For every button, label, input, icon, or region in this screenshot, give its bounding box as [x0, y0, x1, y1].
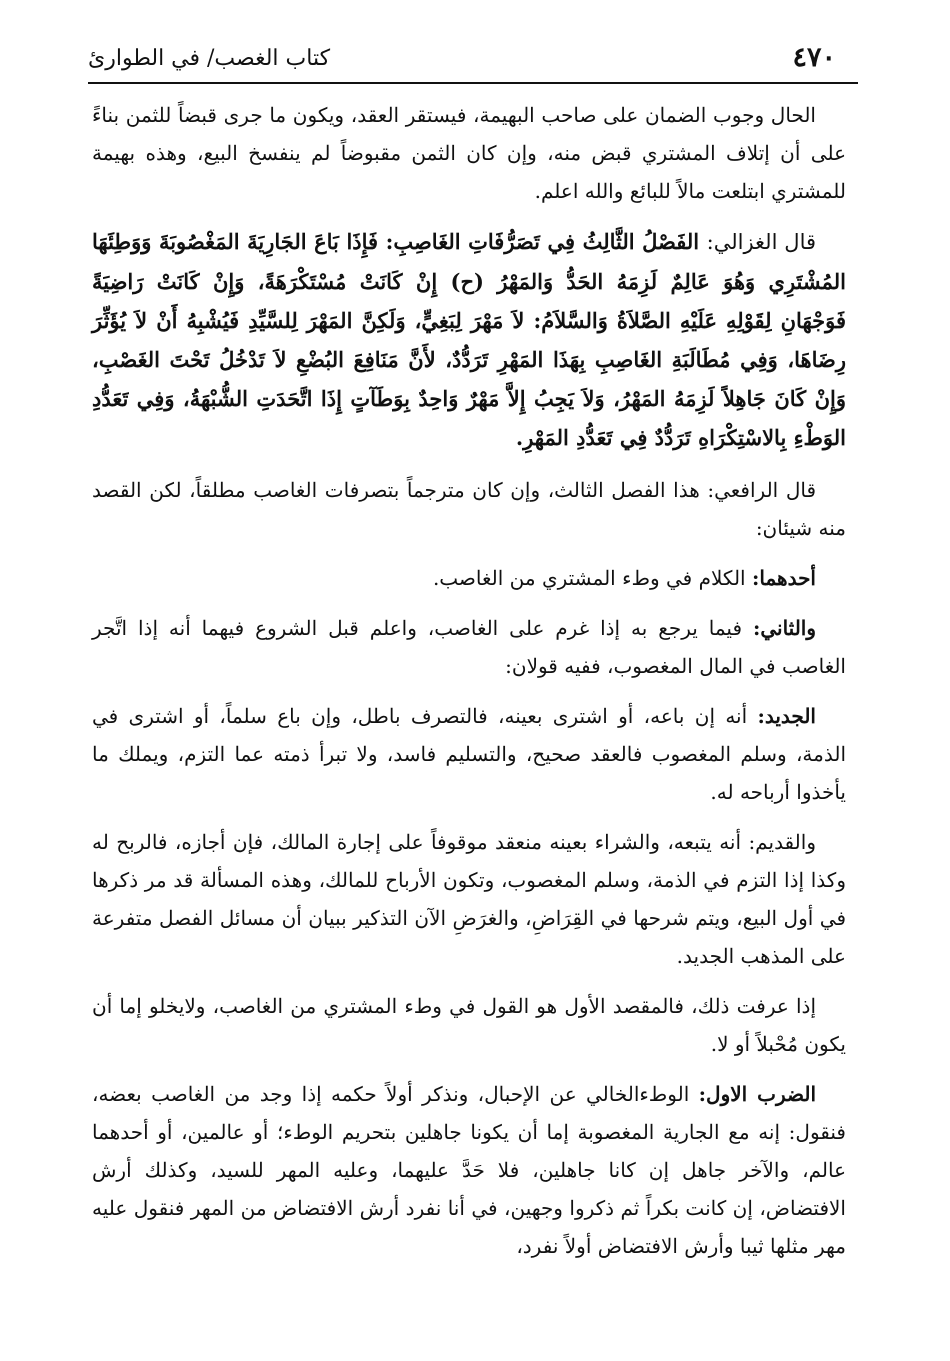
page-body — [92, 96, 846, 1277]
paragraph-text: هذا الفصل الثالث، وإن كان مترجماً بتصرفات الغاصب مطلقاً، لكن القصد منه شيئان: — [92, 478, 846, 540]
matn-text: الفَصْلُ الثَّالِثُ فِي تَصَرُّفَاتِ الغَاصِبِ: فَإِذَا بَاعَ الجَارِيَةَ المَغْصُوبَةَ وَوَطِئَهَا المُشْتَرِي وَهُوَ عَالِمٌ لَزِمَهُ الحَدُّ وَالمَهْرُ (ح) إِنْ كَانَتْ مُسْتَكْرَهَةً، وَإِنْ كَانَتْ رَاضِيَةً فَوَجْهَانِ لِقَوْلِهِ عَلَيْهِ الصَّلاَةُ وَالسَّلاَمُ: لاَ مَهْرَ لِبَغِيٍّ، وَلَكِنَّ المَهْرَ لِلسَّيِّدِ فَيُشْبِهُ أَنْ لاَ يُؤَثِّرَ رِضَاهَا، وَفِي مُطَالَبَةِ الغَاصِبِ بِهَذَا المَهْرِ تَرَدُّدٌ، لأَنَّ مَنَافِعَ البُضْعِ لاَ تَدْخُلُ تَحْتَ الغَصْبِ، وَإِنْ كَانَ جَاهِلاً لَزِمَهُ المَهْرُ، وَلاَ يَجِبُ إِلاَّ مَهْرٌ وَاحِدٌ بِوَطَآتٍ إِذَا اتَّحَدَتِ الشُّبْهَةُ، وَفِي تَعَدُّدِ الوَطْءِ بِالاسْتِكْرَاهِ تَرَدُّدٌ فِي تَعَدُّدِ المَهْرِ. — [92, 229, 846, 450]
ghazali-matn — [92, 222, 846, 457]
paragraph-text: فيما يرجع به إذا غرم على الغاصب، واعلم قبل الشروع فيهما أنه إذا اتَّجر الغاصب في المال المغصوب، ففيه قولان: — [92, 616, 846, 678]
paragraph-lead: والثاني: — [752, 616, 817, 640]
rafii-commentary — [92, 471, 846, 547]
paragraph-first-type — [92, 1075, 846, 1265]
speaker-rafii: قال الرافعي: — [707, 478, 817, 502]
paragraph-second-point — [92, 609, 846, 685]
paragraph-first-point — [92, 559, 846, 597]
paragraph-lead: أحدهما: — [751, 566, 816, 590]
paragraph-text: الحال وجوب الضمان على صاحب البهيمة، فيستقر العقد، ويكون ما جرى قبضاً للثمن بناءً على أن إتلاف المشتري قبض منه، وإن كان الثمن مقبوضاً لم ينفسخ البيع، وهذه بهيمة للمشتري ابتلعت مالاً للبائع والله اعلم. — [92, 103, 846, 203]
paragraph-transition — [92, 987, 846, 1063]
paragraph-text: أنه إن باعه، أو اشترى بعينه، فالتصرف باطل، وإن باع سلماً، أو اشترى في الذمة، وسلم المغصوب فالعقد صحيح، والتسليم فاسد، ولا تبرأ ذمته عما التزم، ويملك ما يأخذوا أرباحه له. — [92, 704, 846, 804]
paragraph-new-opinion — [92, 697, 846, 811]
paragraph-lead: الجديد: — [757, 704, 816, 728]
speaker-ghazali: قال الغزالي: — [706, 230, 817, 254]
running-head: كتاب الغصب/ في الطوارئ — [88, 46, 331, 71]
page-number: ٤٧٠ — [792, 42, 836, 73]
paragraph-text: الوطءالخالي عن الإحبال، ونذكر أولاً حكمه إذا وجد من الغاصب بعضه، فنقول: إنه مع الجارية المغصوبة إما أن يكونا جاهلين بتحريم الوطء؛ أو عالمين، أو أحدهما عالم، والآخر جاهل إن كانا جاهلين، فلا حَدَّ عليهما، وعليه المهر للسيد، وكذلك أرش الافتضاض، إن كانت بكراً ثم ذكروا وجهين، في أنا نفرد أرش الافتضاض من المهر فنقول عليه مهر مثلها ثيبا وأرش الافتضاض أولاً نفرد، — [92, 1082, 846, 1258]
paragraph-old-opinion — [92, 823, 846, 975]
paragraph-text: إذا عرفت ذلك، فالمقصد الأول هو القول في وطء المشتري من الغاصب، ولايخلو إما أن يكون مُحْبلاً أو لا. — [92, 994, 846, 1056]
paragraph-continuation — [92, 96, 846, 210]
paragraph-text: الكلام في وطء المشتري من الغاصب. — [432, 566, 746, 590]
paragraph-lead: الضرب الاول: — [698, 1082, 817, 1106]
page-header — [88, 42, 858, 84]
paragraph-text: والقديم: أنه يتبعه، والشراء بعينه منعقد موقوفاً على إجارة المالك، فإن أجازه، فالربح له وكذا إذا التزم في الذمة، وسلم المغصوب، وتكون الأرباح للمالك، وهذه المسألة قد مر ذكرها في أول البيع، ويتم شرحها في القِرَاضِ، والغرَضِ الآن التذكير ببيان أن مسائل الفصل متفرعة على المذهب الجديد. — [92, 830, 846, 968]
